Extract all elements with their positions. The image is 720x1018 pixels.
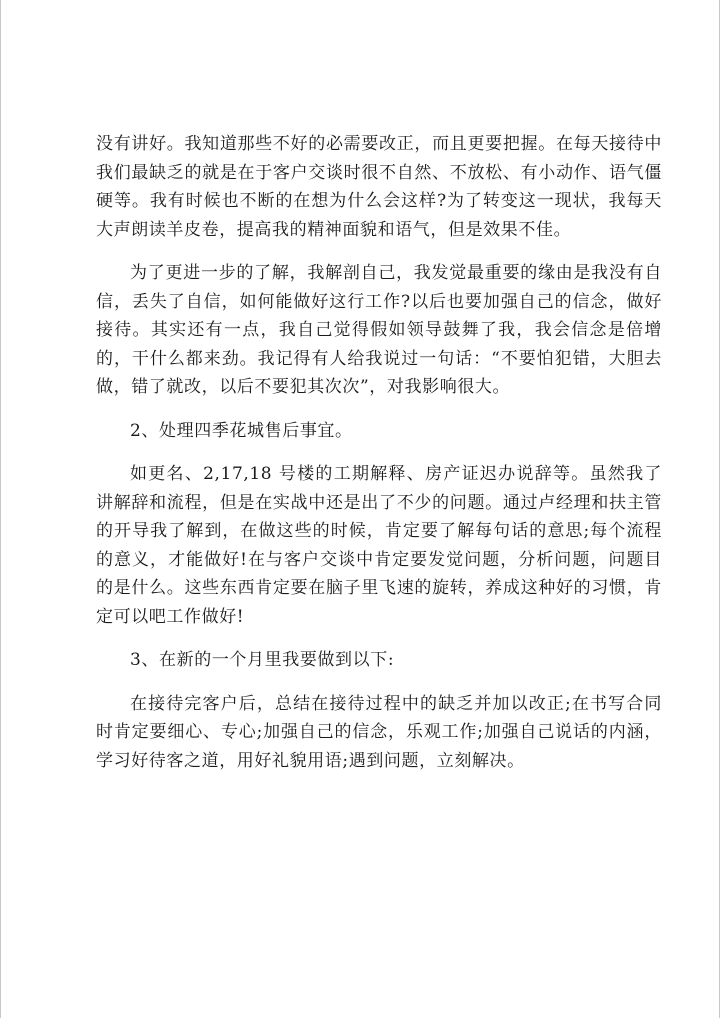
page-left-border bbox=[0, 0, 1, 1018]
paragraph-after-sales: 如更名、2,17,18 号楼的工期解释、房产证迟办说辞等。虽然我了讲解辞和流程，但是在实战中还是出了不少的问题。通过卢经理和扶主管的开导我了解到，在做这些的时候，肯定要了解每句话的意思;每个流程的意义，才能做好!在与客户交谈中肯定要发觉问题，分析问题，问题目的是什么。这些东西肯定要在脑子里飞速的旋转，养成这种好的习惯，肯定可以吧工作做好! bbox=[96, 464, 662, 627]
document-body bbox=[96, 130, 662, 790]
paragraph-next-month-plan: 在接待完客户后，总结在接待过程中的缺乏并加以改正;在书写合同时肯定要细心、专心;加强自己的信念，乐观工作;加强自己说话的内涵，学习好待客之道，用好礼貌用语;遇到问题，立刻解决。 bbox=[96, 693, 662, 771]
section-heading-after-sales: 2、处理四季花城售后事宜。 bbox=[130, 420, 353, 441]
section-heading-next-month: 3、在新的一个月里我要做到以下: bbox=[130, 650, 395, 670]
paragraph-continued: 没有讲好。我知道那些不好的必需要改正，而且更要把握。在每天接待中我们最缺乏的就是在于客户交谈时很不自然、不放松、有小动作、语气僵硬等。我有时候也不断的在想为什么会这样?为了转变这一现状，我每天大声朗读羊皮卷，提高我的精神面貌和语气，但是效果不佳。 bbox=[96, 134, 662, 240]
paragraph-self-confidence: 为了更进一步的了解，我解剖自己，我发觉最重要的缘由是我没有自信，丢失了自信，如何能做好这行工作?以后也要加强自己的信念，做好接待。其实还有一点，我自己觉得假如领导鼓舞了我，我会信念是倍增的，干什么都来劲。我记得有人给我说过一句话：“不要怕犯错，大胆去做，错了就改，以后不要犯其次次”，对我影响很大。 bbox=[96, 263, 662, 397]
